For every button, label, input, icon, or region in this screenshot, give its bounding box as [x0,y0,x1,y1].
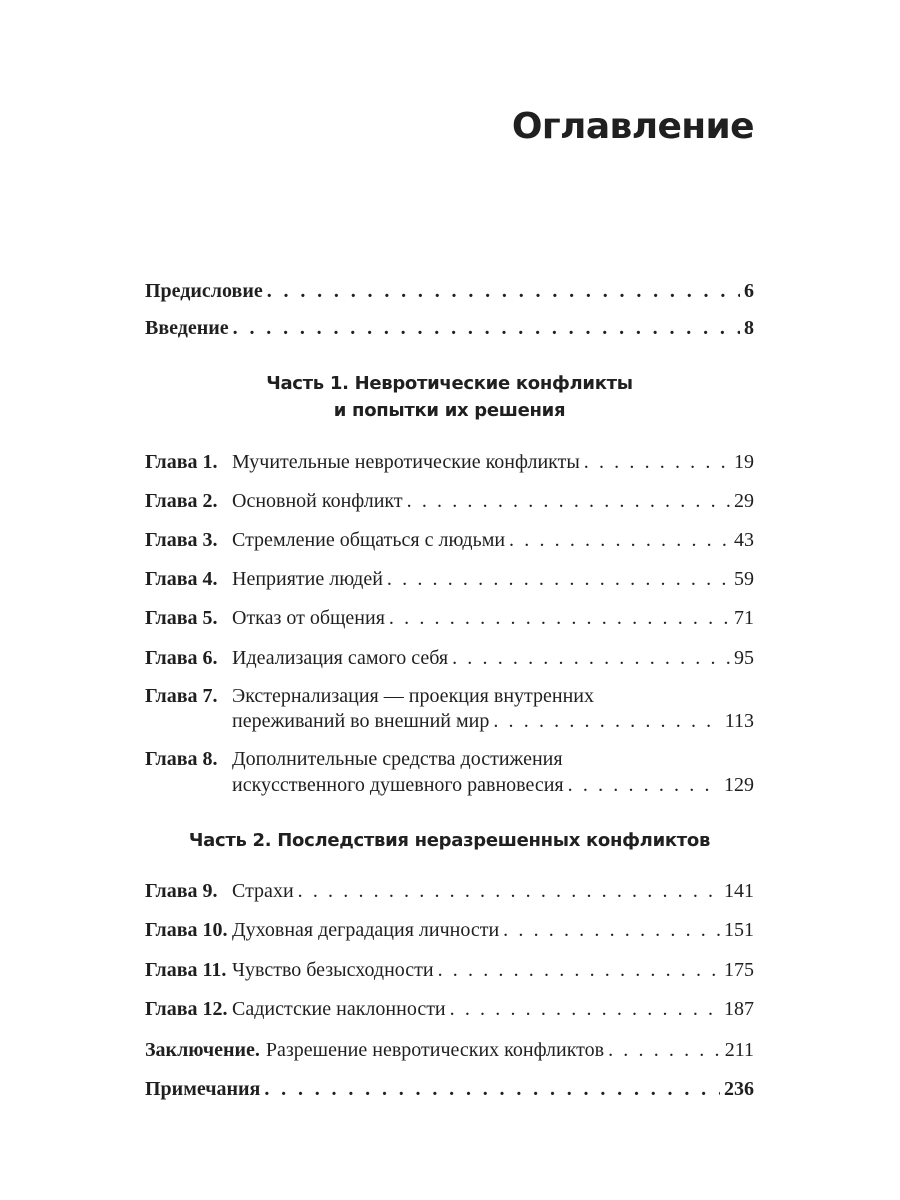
chapter-title-continuation: переживаний во внешний мир [232,710,490,732]
conclusion-title: Разрешение невротических конфликтов [265,1039,605,1061]
chapter-label: Глава 1. [145,451,218,473]
chapter-label: Глава 8. [145,748,218,770]
toc-entry-label: Введение [145,317,229,339]
page-title: Оглавление [511,106,754,147]
toc-entry-chapter-7-continuation[interactable] [232,709,754,733]
chapter-page: 59 [734,568,754,590]
dot-leader [264,1077,720,1101]
chapter-title: Экстернализация — проекция внутренних [232,685,595,707]
conclusion-page: 211 [724,1039,754,1061]
chapter-page: 175 [724,959,754,981]
toc-entry-introduction[interactable] [145,316,754,340]
toc-entry-conclusion[interactable] [145,1038,754,1062]
chapter-page: 43 [734,529,754,551]
part-1-heading-line-1: Часть 1. Невротические конфликты [266,373,633,394]
toc-entry-chapter-8[interactable] [145,747,754,771]
part-2-heading-line: Часть 2. Последствия неразрешенных конфликтов [188,830,711,851]
chapter-label: Глава 5. [145,607,218,629]
part-1-heading [145,370,754,424]
chapter-label: Глава 4. [145,568,218,590]
dot-leader [493,709,720,733]
toc-entry-chapter-8-continuation[interactable] [232,773,754,797]
chapter-label: Глава 2. [145,490,218,512]
chapter-page: 113 [724,710,754,732]
toc-entry-chapter-2[interactable] [145,489,754,513]
chapter-title: Основной конфликт [232,490,403,512]
chapter-title-continuation: искусственного душевного равновесия [232,774,564,796]
toc-entry-chapter-4[interactable] [145,567,754,591]
dot-leader [503,918,720,942]
chapter-title: Чувство безысходности [232,959,434,981]
part-2-heading [145,827,754,854]
chapter-label: Глава 7. [145,685,218,707]
toc-entry-chapter-6[interactable] [145,646,754,670]
toc-entry-chapter-10[interactable] [145,918,754,942]
toc-entry-chapter-3[interactable] [145,528,754,552]
chapter-title: Идеализация самого себя [232,647,449,669]
chapter-page: 141 [724,880,754,902]
chapter-label: Глава 3. [145,529,218,551]
chapter-page: 151 [724,919,754,941]
dot-leader [387,567,730,591]
toc-entry-chapter-9[interactable] [145,879,754,903]
chapter-page: 129 [724,774,754,796]
toc-entry-chapter-1[interactable] [145,450,754,474]
part-1-heading-line-2: и попытки их решения [333,400,566,421]
chapter-page: 29 [734,490,754,512]
dot-leader [407,489,730,513]
chapter-title: Дополнительные средства достижения [232,748,563,770]
dot-leader [267,279,740,303]
dot-leader [568,773,720,797]
dot-leader [509,528,730,552]
chapter-label: Глава 12. [145,998,228,1020]
chapter-page: 19 [734,451,754,473]
notes-page: 236 [724,1078,754,1100]
chapter-page: 95 [734,647,754,669]
dot-leader [298,879,720,903]
toc-entry-notes[interactable] [145,1077,754,1101]
toc-entry-chapter-11[interactable] [145,958,754,982]
chapter-title: Страхи [232,880,294,902]
toc-entry-page: 8 [744,317,754,339]
chapter-title: Духовная деградация личности [232,919,500,941]
toc-entry-preface[interactable] [145,279,754,303]
dot-leader [584,450,730,474]
chapter-title: Отказ от общения [232,607,385,629]
notes-label: Примечания [145,1078,261,1100]
toc-entry-page: 6 [744,280,754,302]
toc-entry-chapter-7[interactable] [145,684,754,708]
dot-leader [438,958,720,982]
chapter-label: Глава 10. [145,919,228,941]
toc-entry-label: Предисловие [145,280,263,302]
dot-leader [452,646,730,670]
conclusion-label: Заключение. [145,1039,260,1061]
chapter-page: 187 [724,998,754,1020]
chapter-title: Стремление общаться с людьми [232,529,506,551]
chapter-label: Глава 9. [145,880,218,902]
chapter-title: Садистские наклонности [232,998,446,1020]
chapter-title: Мучительные невротические конфликты [232,451,580,473]
chapter-page: 71 [734,607,754,629]
dot-leader [389,606,730,630]
toc-entry-chapter-5[interactable] [145,606,754,630]
dot-leader [608,1038,721,1062]
chapter-label: Глава 11. [145,959,227,981]
dot-leader [450,997,720,1021]
chapter-title: Неприятие людей [232,568,383,590]
toc-entry-chapter-12[interactable] [145,997,754,1021]
dot-leader [233,316,740,340]
chapter-label: Глава 6. [145,647,218,669]
